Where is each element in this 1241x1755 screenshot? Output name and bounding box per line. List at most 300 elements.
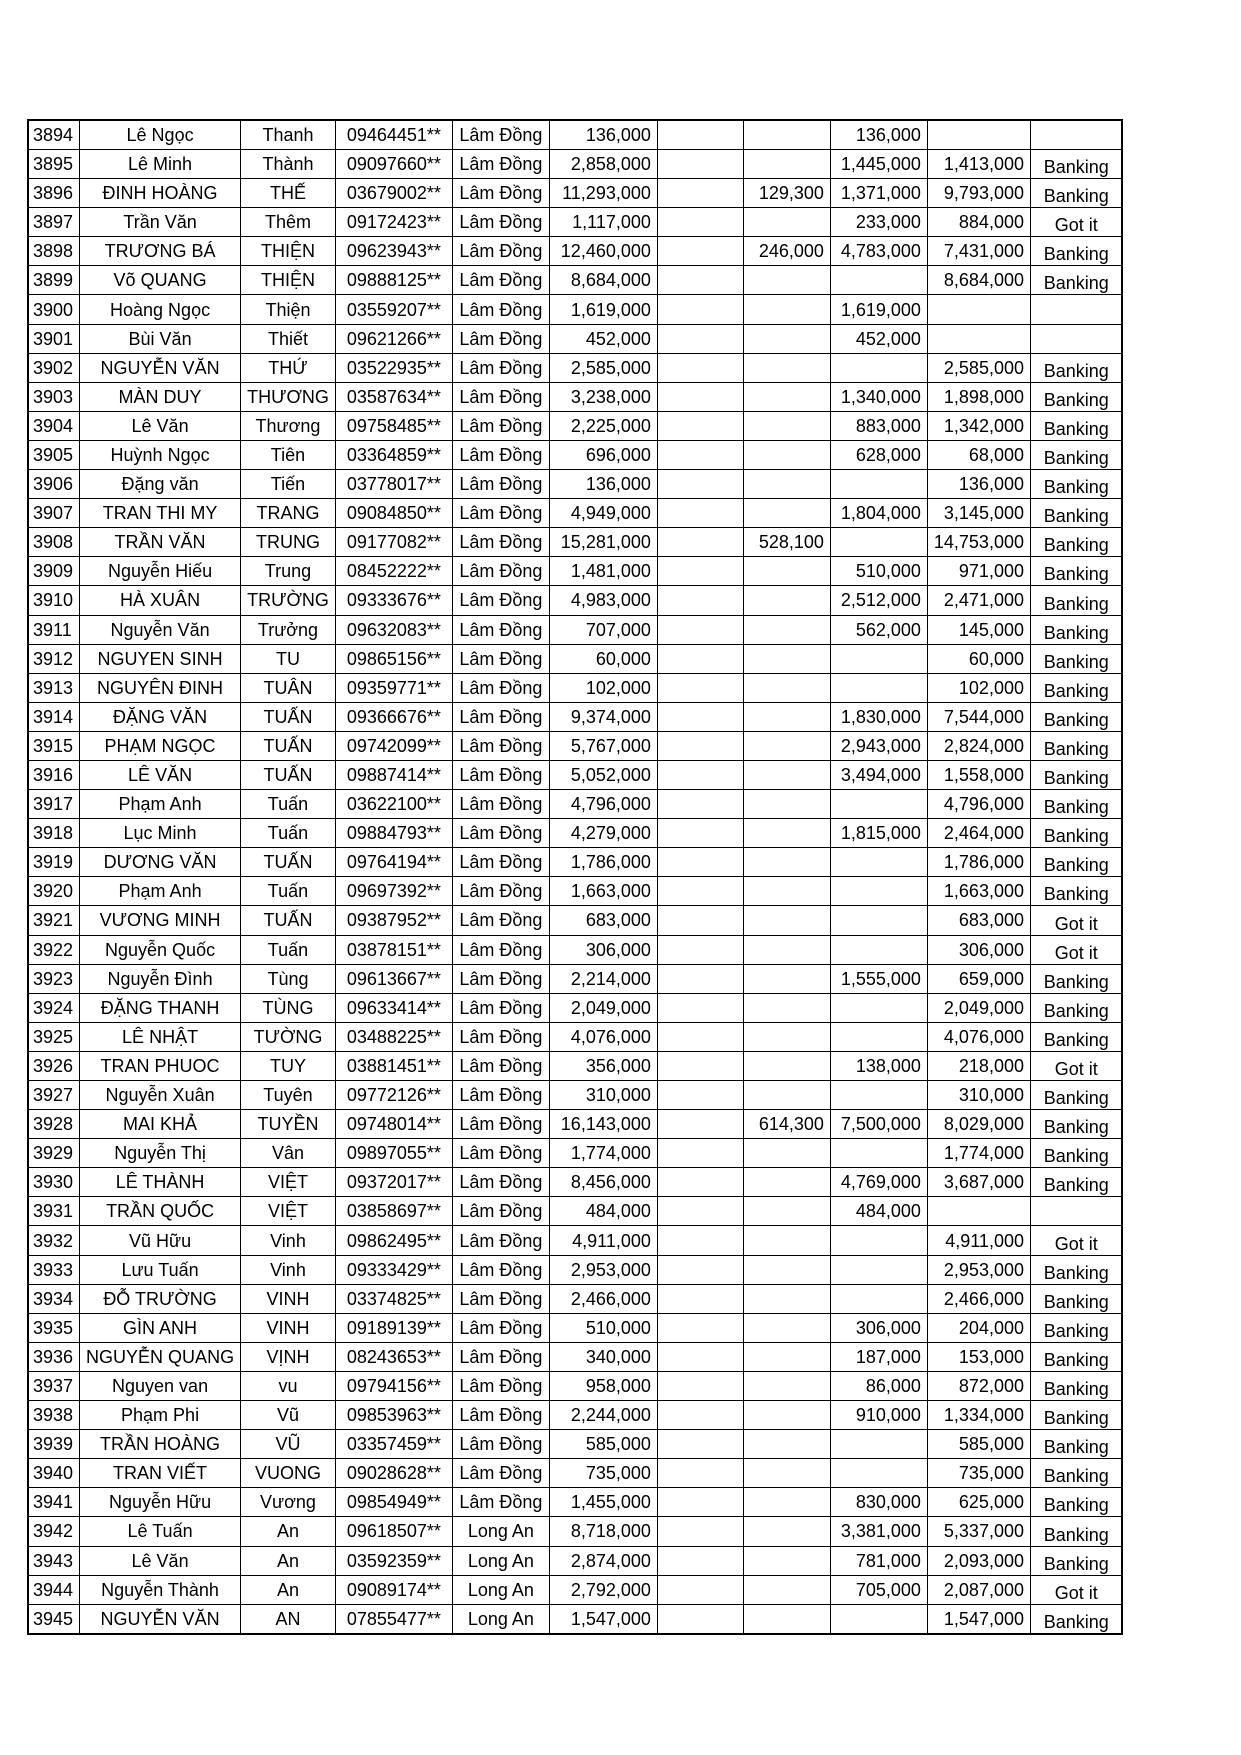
surname-middle-name-cell: LÊ THÀNH (80, 1168, 241, 1197)
payment-method-cell: Banking (1030, 877, 1122, 906)
given-name-cell: VŨ (241, 1430, 336, 1459)
payment-method-cell: Banking (1030, 1313, 1122, 1342)
table-row (28, 1575, 1122, 1604)
paid-amount-cell (830, 848, 927, 877)
province-cell: Lâm Đồng (452, 266, 549, 295)
table-row (28, 1488, 1122, 1517)
total-amount-cell: 2,792,000 (549, 1575, 657, 1604)
total-amount-cell: 2,858,000 (549, 150, 657, 179)
remaining-amount-cell: 683,000 (927, 906, 1030, 935)
remaining-amount-cell: 1,898,000 (927, 382, 1030, 411)
phone-number-cell: 09097660** (335, 150, 452, 179)
remaining-amount-cell: 145,000 (927, 615, 1030, 644)
remaining-amount-cell: 735,000 (927, 1459, 1030, 1488)
given-name-cell: TUẤN (241, 848, 336, 877)
row-number-cell: 3908 (28, 528, 80, 557)
paid-amount-cell: 2,943,000 (830, 731, 927, 760)
row-number-cell: 3902 (28, 353, 80, 382)
table-row (28, 673, 1122, 702)
blank-column-cell (657, 1488, 743, 1517)
payment-method-cell: Banking (1030, 673, 1122, 702)
remaining-amount-cell: 2,953,000 (927, 1255, 1030, 1284)
province-cell: Lâm Đồng (452, 819, 549, 848)
surname-middle-name-cell: Lưu Tuấn (80, 1255, 241, 1284)
paid-amount-cell (830, 1022, 927, 1051)
province-cell: Lâm Đồng (452, 1313, 549, 1342)
blank-column-cell (657, 1459, 743, 1488)
paid-amount-cell: 4,783,000 (830, 237, 927, 266)
province-cell: Lâm Đồng (452, 237, 549, 266)
remaining-amount-cell: 2,824,000 (927, 731, 1030, 760)
phone-number-cell: 03587634** (335, 382, 452, 411)
paid-amount-cell: 628,000 (830, 440, 927, 469)
province-cell: Long An (452, 1604, 549, 1634)
deduction-amount-cell (743, 1488, 830, 1517)
remaining-amount-cell: 659,000 (927, 964, 1030, 993)
row-number-cell: 3918 (28, 819, 80, 848)
payment-method-cell: Banking (1030, 1168, 1122, 1197)
remaining-amount-cell: 884,000 (927, 208, 1030, 237)
deduction-amount-cell (743, 1604, 830, 1634)
blank-column-cell (657, 673, 743, 702)
paid-amount-cell (830, 353, 927, 382)
row-number-cell: 3905 (28, 440, 80, 469)
province-cell: Lâm Đồng (452, 586, 549, 615)
remaining-amount-cell: 3,687,000 (927, 1168, 1030, 1197)
blank-column-cell (657, 382, 743, 411)
payment-method-cell: Banking (1030, 1371, 1122, 1400)
surname-middle-name-cell: Bùi Văn (80, 324, 241, 353)
payment-method-cell: Banking (1030, 993, 1122, 1022)
total-amount-cell: 4,983,000 (549, 586, 657, 615)
province-cell: Lâm Đồng (452, 1139, 549, 1168)
given-name-cell: TUẤN (241, 731, 336, 760)
total-amount-cell: 4,911,000 (549, 1226, 657, 1255)
paid-amount-cell (830, 1226, 927, 1255)
deduction-amount-cell (743, 702, 830, 731)
phone-number-cell: 09028628** (335, 1459, 452, 1488)
blank-column-cell (657, 440, 743, 469)
row-number-cell: 3936 (28, 1342, 80, 1371)
blank-column-cell (657, 1604, 743, 1634)
paid-amount-cell: 510,000 (830, 557, 927, 586)
remaining-amount-cell: 2,093,000 (927, 1546, 1030, 1575)
surname-middle-name-cell: Nguyen van (80, 1371, 241, 1400)
blank-column-cell (657, 877, 743, 906)
phone-number-cell: 03858697** (335, 1197, 452, 1226)
surname-middle-name-cell: Đặng văn (80, 470, 241, 499)
phone-number-cell: 09794156** (335, 1371, 452, 1400)
given-name-cell: An (241, 1517, 336, 1546)
row-number-cell: 3898 (28, 237, 80, 266)
phone-number-cell: 09748014** (335, 1110, 452, 1139)
given-name-cell: Tuyên (241, 1081, 336, 1110)
table-row (28, 1022, 1122, 1051)
table-row (28, 208, 1122, 237)
surname-middle-name-cell: Phạm Anh (80, 877, 241, 906)
phone-number-cell: 07855477** (335, 1604, 452, 1634)
remaining-amount-cell: 5,337,000 (927, 1517, 1030, 1546)
row-number-cell: 3922 (28, 935, 80, 964)
blank-column-cell (657, 819, 743, 848)
payment-method-cell: Banking (1030, 1401, 1122, 1430)
surname-middle-name-cell: GÌN ANH (80, 1313, 241, 1342)
province-cell: Lâm Đồng (452, 906, 549, 935)
row-number-cell: 3930 (28, 1168, 80, 1197)
row-number-cell: 3928 (28, 1110, 80, 1139)
total-amount-cell: 5,767,000 (549, 731, 657, 760)
given-name-cell: Vương (241, 1488, 336, 1517)
given-name-cell: AN (241, 1604, 336, 1634)
deduction-amount-cell (743, 150, 830, 179)
paid-amount-cell (830, 935, 927, 964)
paid-amount-cell: 830,000 (830, 1488, 927, 1517)
province-cell: Lâm Đồng (452, 470, 549, 499)
total-amount-cell: 3,238,000 (549, 382, 657, 411)
given-name-cell: Tuấn (241, 935, 336, 964)
blank-column-cell (657, 1226, 743, 1255)
phone-number-cell: 03878151** (335, 935, 452, 964)
paid-amount-cell: 4,769,000 (830, 1168, 927, 1197)
given-name-cell: Thêm (241, 208, 336, 237)
phone-number-cell: 03881451** (335, 1051, 452, 1080)
province-cell: Lâm Đồng (452, 1081, 549, 1110)
total-amount-cell: 1,117,000 (549, 208, 657, 237)
blank-column-cell (657, 760, 743, 789)
paid-amount-cell (830, 266, 927, 295)
remaining-amount-cell: 872,000 (927, 1371, 1030, 1400)
blank-column-cell (657, 993, 743, 1022)
blank-column-cell (657, 120, 743, 150)
surname-middle-name-cell: ĐINH HOÀNG (80, 179, 241, 208)
payment-method-cell: Banking (1030, 615, 1122, 644)
deduction-amount-cell (743, 470, 830, 499)
payment-method-cell: Banking (1030, 179, 1122, 208)
paid-amount-cell: 3,381,000 (830, 1517, 927, 1546)
surname-middle-name-cell: Võ QUANG (80, 266, 241, 295)
remaining-amount-cell: 971,000 (927, 557, 1030, 586)
phone-number-cell: 09359771** (335, 673, 452, 702)
given-name-cell: Vân (241, 1139, 336, 1168)
province-cell: Lâm Đồng (452, 644, 549, 673)
table-row (28, 615, 1122, 644)
deduction-amount-cell (743, 382, 830, 411)
surname-middle-name-cell: Lê Văn (80, 411, 241, 440)
surname-middle-name-cell: Huỳnh Ngọc (80, 440, 241, 469)
total-amount-cell: 12,460,000 (549, 237, 657, 266)
total-amount-cell: 11,293,000 (549, 179, 657, 208)
payment-method-cell: Got it (1030, 1575, 1122, 1604)
deduction-amount-cell (743, 644, 830, 673)
blank-column-cell (657, 1081, 743, 1110)
surname-middle-name-cell: NGUYÊN ĐINH (80, 673, 241, 702)
total-amount-cell: 1,786,000 (549, 848, 657, 877)
blank-column-cell (657, 208, 743, 237)
payment-method-cell: Banking (1030, 1546, 1122, 1575)
row-number-cell: 3894 (28, 120, 80, 150)
row-number-cell: 3899 (28, 266, 80, 295)
deduction-amount-cell (743, 120, 830, 150)
province-cell: Lâm Đồng (452, 557, 549, 586)
province-cell: Lâm Đồng (452, 877, 549, 906)
deduction-amount-cell: 129,300 (743, 179, 830, 208)
total-amount-cell: 1,663,000 (549, 877, 657, 906)
row-number-cell: 3929 (28, 1139, 80, 1168)
deduction-amount-cell (743, 1226, 830, 1255)
province-cell: Lâm Đồng (452, 353, 549, 382)
phone-number-cell: 09887414** (335, 760, 452, 789)
given-name-cell: THIỆN (241, 266, 336, 295)
row-number-cell: 3939 (28, 1430, 80, 1459)
payment-method-cell: Banking (1030, 1139, 1122, 1168)
remaining-amount-cell: 102,000 (927, 673, 1030, 702)
given-name-cell: TUYỀN (241, 1110, 336, 1139)
paid-amount-cell: 562,000 (830, 615, 927, 644)
province-cell: Lâm Đồng (452, 179, 549, 208)
deduction-amount-cell (743, 295, 830, 324)
payment-method-cell: Got it (1030, 1051, 1122, 1080)
surname-middle-name-cell: Phạm Anh (80, 790, 241, 819)
total-amount-cell: 585,000 (549, 1430, 657, 1459)
total-amount-cell: 1,455,000 (549, 1488, 657, 1517)
payment-method-cell: Banking (1030, 1110, 1122, 1139)
phone-number-cell: 09387952** (335, 906, 452, 935)
row-number-cell: 3937 (28, 1371, 80, 1400)
payment-method-cell: Banking (1030, 1081, 1122, 1110)
province-cell: Lâm Đồng (452, 1110, 549, 1139)
table-row (28, 1342, 1122, 1371)
deduction-amount-cell (743, 906, 830, 935)
remaining-amount-cell: 4,796,000 (927, 790, 1030, 819)
payment-method-cell: Banking (1030, 382, 1122, 411)
remaining-amount-cell: 3,145,000 (927, 499, 1030, 528)
table-row (28, 1284, 1122, 1313)
paid-amount-cell (830, 1459, 927, 1488)
province-cell: Lâm Đồng (452, 120, 549, 150)
given-name-cell: Trung (241, 557, 336, 586)
payment-method-cell (1030, 324, 1122, 353)
province-cell: Lâm Đồng (452, 848, 549, 877)
remaining-amount-cell (927, 324, 1030, 353)
total-amount-cell: 696,000 (549, 440, 657, 469)
deduction-amount-cell (743, 1197, 830, 1226)
table-row (28, 1546, 1122, 1575)
table-row (28, 644, 1122, 673)
given-name-cell: TRANG (241, 499, 336, 528)
phone-number-cell: 03364859** (335, 440, 452, 469)
phone-number-cell: 09189139** (335, 1313, 452, 1342)
table-row (28, 1371, 1122, 1400)
phone-number-cell: 09084850** (335, 499, 452, 528)
surname-middle-name-cell: TRẦN VĂN (80, 528, 241, 557)
table-row (28, 760, 1122, 789)
payment-method-cell: Banking (1030, 1284, 1122, 1313)
province-cell: Long An (452, 1575, 549, 1604)
phone-number-cell: 09854949** (335, 1488, 452, 1517)
table-row (28, 790, 1122, 819)
phone-number-cell: 03778017** (335, 470, 452, 499)
surname-middle-name-cell: TRAN PHUOC (80, 1051, 241, 1080)
deduction-amount-cell (743, 1139, 830, 1168)
table-row (28, 1226, 1122, 1255)
paid-amount-cell: 3,494,000 (830, 760, 927, 789)
given-name-cell: An (241, 1575, 336, 1604)
given-name-cell: Tùng (241, 964, 336, 993)
row-number-cell: 3927 (28, 1081, 80, 1110)
given-name-cell: Thanh (241, 120, 336, 150)
remaining-amount-cell: 1,342,000 (927, 411, 1030, 440)
payment-method-cell: Banking (1030, 702, 1122, 731)
province-cell: Long An (452, 1517, 549, 1546)
surname-middle-name-cell: MÀN DUY (80, 382, 241, 411)
total-amount-cell: 1,481,000 (549, 557, 657, 586)
remaining-amount-cell: 2,466,000 (927, 1284, 1030, 1313)
total-amount-cell: 136,000 (549, 470, 657, 499)
row-number-cell: 3915 (28, 731, 80, 760)
phone-number-cell: 03559207** (335, 295, 452, 324)
given-name-cell: Thành (241, 150, 336, 179)
deduction-amount-cell (743, 790, 830, 819)
total-amount-cell: 8,718,000 (549, 1517, 657, 1546)
total-amount-cell: 8,684,000 (549, 266, 657, 295)
payment-method-cell: Banking (1030, 557, 1122, 586)
given-name-cell: THỨ (241, 353, 336, 382)
deduction-amount-cell (743, 760, 830, 789)
total-amount-cell: 1,774,000 (549, 1139, 657, 1168)
row-number-cell: 3904 (28, 411, 80, 440)
deduction-amount-cell (743, 1546, 830, 1575)
blank-column-cell (657, 964, 743, 993)
province-cell: Lâm Đồng (452, 760, 549, 789)
blank-column-cell (657, 150, 743, 179)
deduction-amount-cell (743, 1459, 830, 1488)
phone-number-cell: 03522935** (335, 353, 452, 382)
blank-column-cell (657, 1430, 743, 1459)
payment-method-cell: Banking (1030, 1430, 1122, 1459)
paid-amount-cell (830, 1255, 927, 1284)
deduction-amount-cell (743, 1401, 830, 1430)
blank-column-cell (657, 1342, 743, 1371)
phone-number-cell: 09618507** (335, 1517, 452, 1546)
blank-column-cell (657, 295, 743, 324)
phone-number-cell: 09772126** (335, 1081, 452, 1110)
table-row (28, 528, 1122, 557)
paid-amount-cell (830, 877, 927, 906)
payment-method-cell: Banking (1030, 790, 1122, 819)
row-number-cell: 3921 (28, 906, 80, 935)
paid-amount-cell: 306,000 (830, 1313, 927, 1342)
row-number-cell: 3900 (28, 295, 80, 324)
surname-middle-name-cell: ĐỖ TRƯỜNG (80, 1284, 241, 1313)
given-name-cell: TUẤN (241, 702, 336, 731)
row-number-cell: 3931 (28, 1197, 80, 1226)
surname-middle-name-cell: Vũ Hữu (80, 1226, 241, 1255)
surname-middle-name-cell: NGUYỄN VĂN (80, 353, 241, 382)
row-number-cell: 3903 (28, 382, 80, 411)
blank-column-cell (657, 353, 743, 382)
surname-middle-name-cell: Nguyễn Hiếu (80, 557, 241, 586)
total-amount-cell: 4,796,000 (549, 790, 657, 819)
remaining-amount-cell: 8,684,000 (927, 266, 1030, 295)
payment-method-cell: Banking (1030, 1022, 1122, 1051)
deduction-amount-cell (743, 1371, 830, 1400)
given-name-cell: TUÂN (241, 673, 336, 702)
paid-amount-cell (830, 470, 927, 499)
surname-middle-name-cell: NGUYỄN VĂN (80, 1604, 241, 1634)
blank-column-cell (657, 1371, 743, 1400)
province-cell: Lâm Đồng (452, 150, 549, 179)
given-name-cell: TUẤN (241, 906, 336, 935)
remaining-amount-cell: 4,076,000 (927, 1022, 1030, 1051)
phone-number-cell: 09613667** (335, 964, 452, 993)
deduction-amount-cell (743, 1255, 830, 1284)
remaining-amount-cell: 2,049,000 (927, 993, 1030, 1022)
phone-number-cell: 09742099** (335, 731, 452, 760)
blank-column-cell (657, 324, 743, 353)
province-cell: Lâm Đồng (452, 993, 549, 1022)
remaining-amount-cell: 60,000 (927, 644, 1030, 673)
deduction-amount-cell (743, 877, 830, 906)
remaining-amount-cell: 1,774,000 (927, 1139, 1030, 1168)
blank-column-cell (657, 1546, 743, 1575)
deduction-amount-cell (743, 1022, 830, 1051)
payment-method-cell: Banking (1030, 1255, 1122, 1284)
given-name-cell: Vũ (241, 1401, 336, 1430)
total-amount-cell: 60,000 (549, 644, 657, 673)
blank-column-cell (657, 1575, 743, 1604)
given-name-cell: Tuấn (241, 819, 336, 848)
paid-amount-cell: 781,000 (830, 1546, 927, 1575)
surname-middle-name-cell: Nguyễn Văn (80, 615, 241, 644)
row-number-cell: 3911 (28, 615, 80, 644)
payment-method-cell: Banking (1030, 731, 1122, 760)
blank-column-cell (657, 1401, 743, 1430)
payment-method-cell: Banking (1030, 470, 1122, 499)
phone-number-cell: 09621266** (335, 324, 452, 353)
paid-amount-cell: 136,000 (830, 120, 927, 150)
surname-middle-name-cell: Nguyễn Đình (80, 964, 241, 993)
given-name-cell: Thương (241, 411, 336, 440)
remaining-amount-cell (927, 295, 1030, 324)
remaining-amount-cell: 310,000 (927, 1081, 1030, 1110)
table-row (28, 1430, 1122, 1459)
province-cell: Lâm Đồng (452, 499, 549, 528)
given-name-cell: TUẤN (241, 760, 336, 789)
province-cell: Lâm Đồng (452, 673, 549, 702)
province-cell: Lâm Đồng (452, 1197, 549, 1226)
row-number-cell: 3938 (28, 1401, 80, 1430)
paid-amount-cell: 1,555,000 (830, 964, 927, 993)
total-amount-cell: 9,374,000 (549, 702, 657, 731)
row-number-cell: 3906 (28, 470, 80, 499)
phone-number-cell: 09089174** (335, 1575, 452, 1604)
province-cell: Lâm Đồng (452, 1226, 549, 1255)
remaining-amount-cell (927, 120, 1030, 150)
given-name-cell: Tuấn (241, 790, 336, 819)
given-name-cell: Thiết (241, 324, 336, 353)
province-cell: Lâm Đồng (452, 731, 549, 760)
table-row (28, 1401, 1122, 1430)
province-cell: Lâm Đồng (452, 1430, 549, 1459)
phone-number-cell: 03357459** (335, 1430, 452, 1459)
row-number-cell: 3919 (28, 848, 80, 877)
given-name-cell: TU (241, 644, 336, 673)
blank-column-cell (657, 237, 743, 266)
phone-number-cell: 09758485** (335, 411, 452, 440)
phone-number-cell: 03679002** (335, 179, 452, 208)
given-name-cell: TUY (241, 1051, 336, 1080)
table-row (28, 1604, 1122, 1634)
